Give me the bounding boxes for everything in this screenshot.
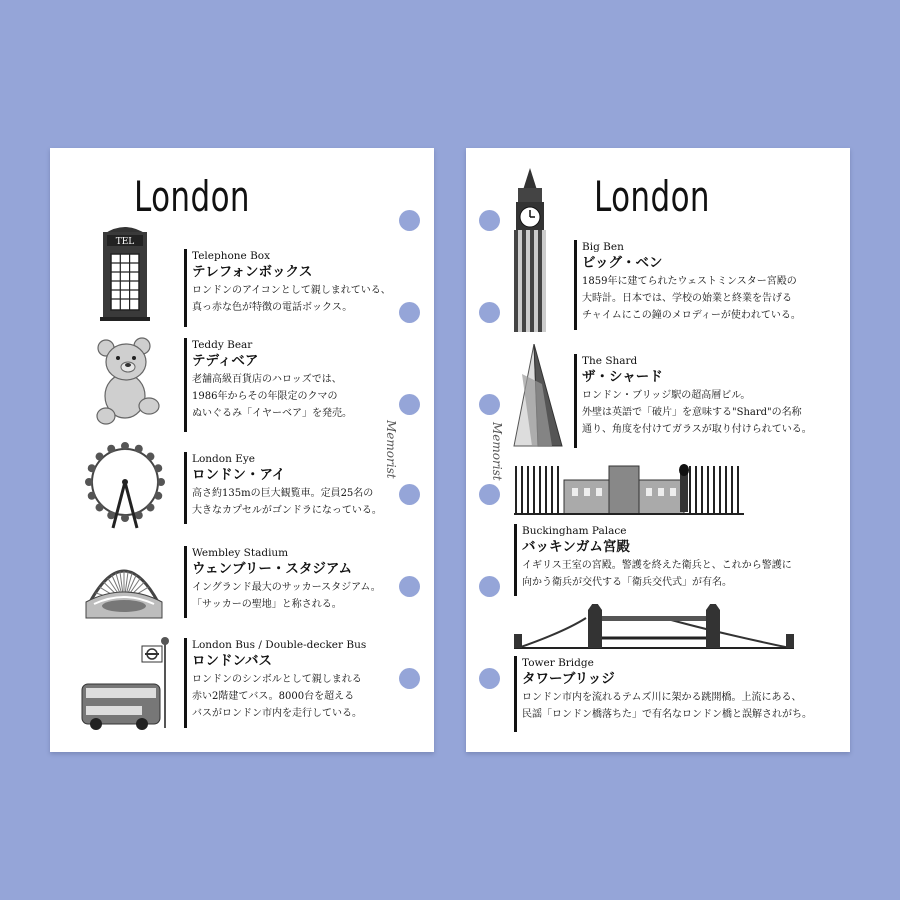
entry-jp: バッキンガム宮殿: [522, 539, 630, 555]
entry-en: London Bus / Double-decker Bus: [192, 639, 367, 651]
wembley-stadium-icon: [84, 550, 164, 622]
entry-jp: テレフォンボックス: [192, 264, 313, 280]
entry-big-ben: [574, 240, 801, 330]
entry-wembley-stadium: [184, 546, 381, 618]
entry-jp: テディベア: [192, 353, 259, 369]
entry-en: Wembley Stadium: [192, 547, 289, 559]
punch-hole: [479, 302, 500, 323]
entry-en: Buckingham Palace: [522, 525, 627, 537]
big-ben-icon: [510, 168, 550, 334]
teddy-bear-icon: [94, 336, 160, 428]
entry-the-shard: [574, 354, 812, 448]
entry-en: The Shard: [582, 355, 638, 367]
entry-jp: ロンドン・アイ: [192, 467, 286, 483]
entry-en: London Eye: [192, 453, 256, 465]
entry-desc: 高さ約135mの巨大観覧車。定員25名の 大きなカプセルがゴンドラになっている。: [192, 488, 382, 516]
entry-telephone-box: [184, 249, 391, 327]
tel-sign: TEL: [115, 237, 135, 247]
the-shard-icon: [512, 344, 564, 448]
brand-logo: Memorist: [384, 420, 398, 479]
entry-en: Telephone Box: [192, 250, 271, 262]
entry-desc: ロンドン・ブリッジ駅の超高層ビル。 外壁は英語で「破片」を意味する"Shard"の名称 通り、角度を付けてガラスが取り付けられている。: [582, 390, 812, 435]
page-title: London: [594, 172, 710, 221]
entry-en: Tower Bridge: [522, 657, 594, 669]
entry-jp: ビッグ・ベン: [582, 255, 663, 271]
punch-hole: [399, 394, 420, 415]
entry-desc: ロンドンのシンボルとして親しまれる 赤い2階建てバス。8000台を超える バスがロンドン市内を走行している。: [192, 674, 362, 719]
punch-hole: [399, 668, 420, 689]
page-title: London: [134, 172, 250, 221]
entry-london-eye: [184, 452, 382, 524]
london-bus-icon: [80, 636, 172, 730]
entry-desc: イギリス王室の宮殿。警護を終えた衛兵と、これから警護に 向かう衛兵が交代する「衛兵交代式」が有名。: [522, 560, 792, 588]
punch-hole: [479, 576, 500, 597]
entry-desc: 老舗高級百貨店のハロッズでは、 1986年からその年限定のクマの ぬいぐるみ「イヤーベア」を発売。: [192, 374, 352, 419]
tower-bridge-icon: [514, 604, 794, 652]
entry-jp: ロンドンバス: [192, 653, 273, 669]
telephone-box-icon: [98, 222, 152, 322]
punch-hole: [479, 394, 500, 415]
london-eye-icon: [80, 438, 170, 530]
entry-tower-bridge: [514, 656, 812, 732]
punch-hole: [479, 668, 500, 689]
brand-logo: Memorist: [490, 422, 504, 481]
entry-desc: ロンドンのアイコンとして親しまれている、 真っ赤な色が特徴の電話ボックス。: [192, 285, 391, 313]
punch-hole: [399, 302, 420, 323]
entry-buckingham-palace: [514, 524, 792, 596]
right-refill-page: [466, 148, 850, 752]
entry-teddy-bear: [184, 338, 352, 432]
entry-en: Big Ben: [582, 241, 624, 253]
entry-desc: イングランド最大のサッカースタジアム。 「サッカーの聖地」と称される。: [192, 582, 381, 610]
punch-hole: [399, 576, 420, 597]
entry-jp: ザ・シャード: [582, 369, 663, 385]
entry-london-bus: [184, 638, 366, 728]
punch-hole: [399, 484, 420, 505]
buckingham-palace-icon: [514, 458, 744, 518]
entry-jp: ウェンブリー・スタジアム: [192, 561, 352, 577]
left-refill-page: [50, 148, 434, 752]
entry-en: Teddy Bear: [192, 339, 253, 351]
entry-desc: ロンドン市内を流れるテムズ川に架かる跳開橋。上流にある、 民謡「ロンドン橋落ちた」で有名なロンドン橋と誤解されがち。: [522, 692, 812, 720]
punch-hole: [479, 484, 500, 505]
punch-hole: [399, 210, 420, 231]
entry-jp: タワーブリッジ: [522, 671, 615, 687]
entry-desc: 1859年に建てられたウェストミンスター宮殿の 大時計。日本では、学校の始業と終業を告げる チャイムにこの鐘のメロディーが使われている。: [582, 276, 801, 321]
